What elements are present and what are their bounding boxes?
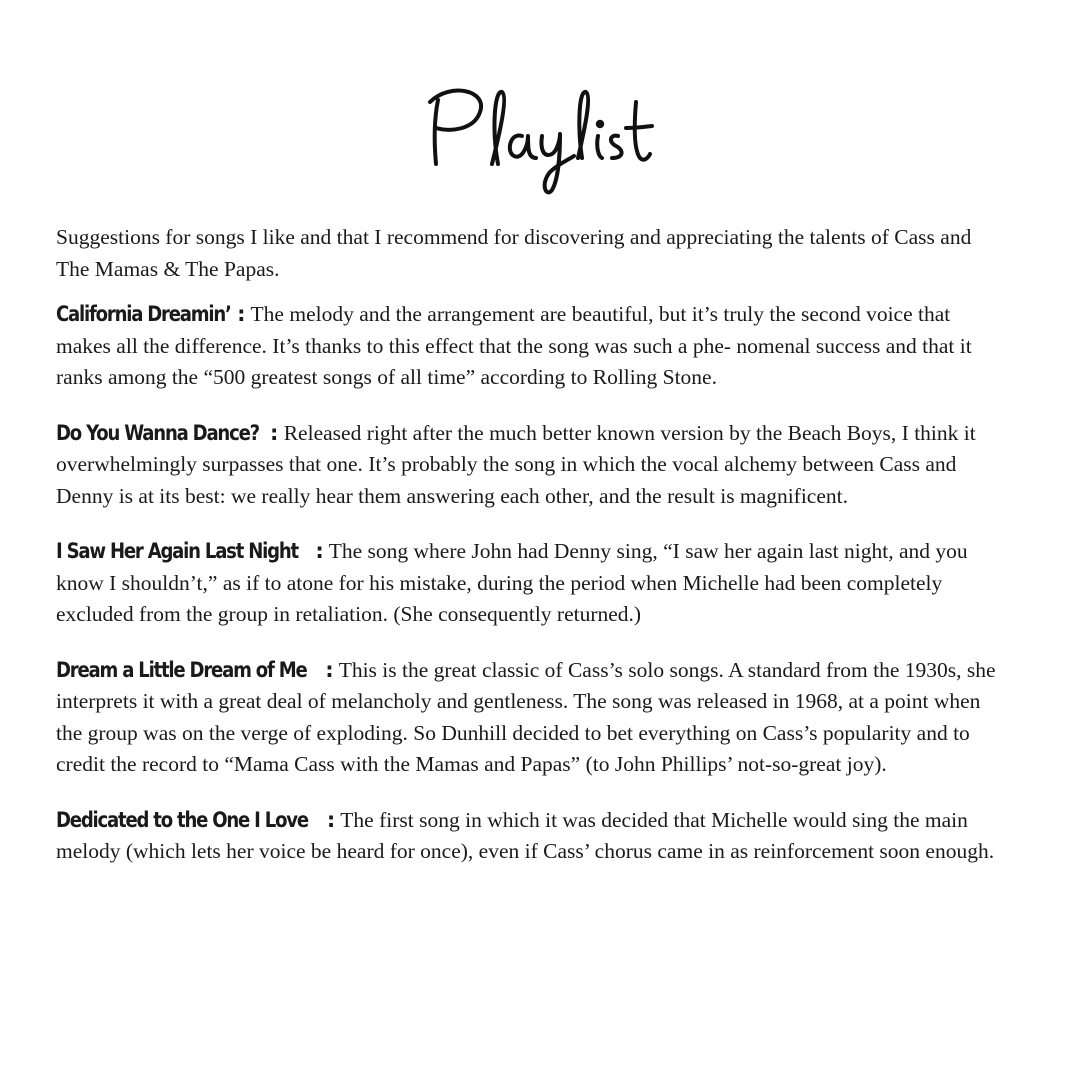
playlist-body <box>56 222 996 892</box>
song-description: The song where John had Denny sing, “I saw her again last night, and you know I shouldn’t,” as if to atone for his mistake, during the period when Michelle had been completely excluded from the group in retaliation. (She consequently returned.) <box>56 539 968 626</box>
song-title: California Dreamin’ <box>56 302 231 326</box>
song-entry: I Saw Her Again Last Night : The song where John had Denny sing, “I saw her again last night, and you know I shouldn’t,” as if to atone for his mistake, during the period when Michelle had been completely excluded from the group in retaliation. (She consequently returned.) <box>56 536 996 631</box>
song-title: Dream a Little Dream of Me <box>56 657 307 682</box>
song-entry: California Dreamin’ : The melody and the arrangement are beautiful, but it’s truly the second voice that makes all the difference. It’s thanks to this effect that the song was such a phe- nomenal success and that it ranks among the “500 greatest songs of all time” according to Rolling Stone. <box>56 299 996 394</box>
song-entry: Dream a Little Dream of Me : This is the great classic of Cass’s solo songs. A standard from the 1930s, she interprets it with a great deal of melancholy and gentleness. The song was released in 1968, at a point when the group was on the verge of exploding. So Dunhill decided to bet everything on Cass’s popularity and to credit the record to “Mama Cass with the Mamas and Papas” (to John Phillips’ not-so-great joy). <box>56 655 996 781</box>
song-description: The first song in which it was decided that Michelle would sing the main melody (which lets her voice be heard for once), even if Cass’ chorus came in as reinforcement soon enough. <box>56 807 995 863</box>
song-title: I Saw Her Again Last Night <box>56 539 298 563</box>
song-title: Dedicated to the One I Love <box>56 807 308 832</box>
song-description: The melody and the arrangement are beautiful, but it’s truly the second voice that makes all the difference. It’s thanks to this effect that the song was such a phe- nomenal success and that it ranks among the “500 greatest songs of all time” according to Rolling Stone. <box>56 302 972 389</box>
handwritten-title-graphic <box>410 72 670 202</box>
song-description: This is the great classic of Cass’s solo songs. A standard from the 1930s, she interprets it with a great deal of melancholy and gentleness. The song was released in 1968, at a point when the group was on the verge of exploding. So Dunhill decided to bet everything on Cass’s popularity and to credit the record to “Mama Cass with the Mamas and Papas” (to John Phillips’ not-so-great joy). <box>56 657 996 776</box>
song-entry: Do You Wanna Dance? : Released right after the much better known version by the Beach Boys, I think it overwhelmingly surpasses that one. It’s probably the song in which the vocal alchemy between Cass and Denny is at its best: we really hear them answering each other, and the result is magnificent. <box>56 418 996 513</box>
intro-paragraph: Suggestions for songs I like and that I recommend for discovering and appreciating the talents of Cass and The Mamas & The Papas. <box>56 225 972 281</box>
song-entry: Dedicated to the One I Love : The first song in which it was decided that Michelle would sing the main melody (which lets her voice be heard for once), even if Cass’ chorus came in as reinforcement soon enough. <box>56 805 996 868</box>
song-description: Released right after the much better known version by the Beach Boys, I think it overwhelmingly surpasses that one. It’s probably the song in which the vocal alchemy between Cass and Denny is at its best: we really hear them answering each other, and the result is magnificent. <box>56 420 976 508</box>
page-title-text <box>0 72 1 73</box>
page-title <box>0 72 1080 202</box>
song-title: Do You Wanna Dance? <box>56 420 259 445</box>
